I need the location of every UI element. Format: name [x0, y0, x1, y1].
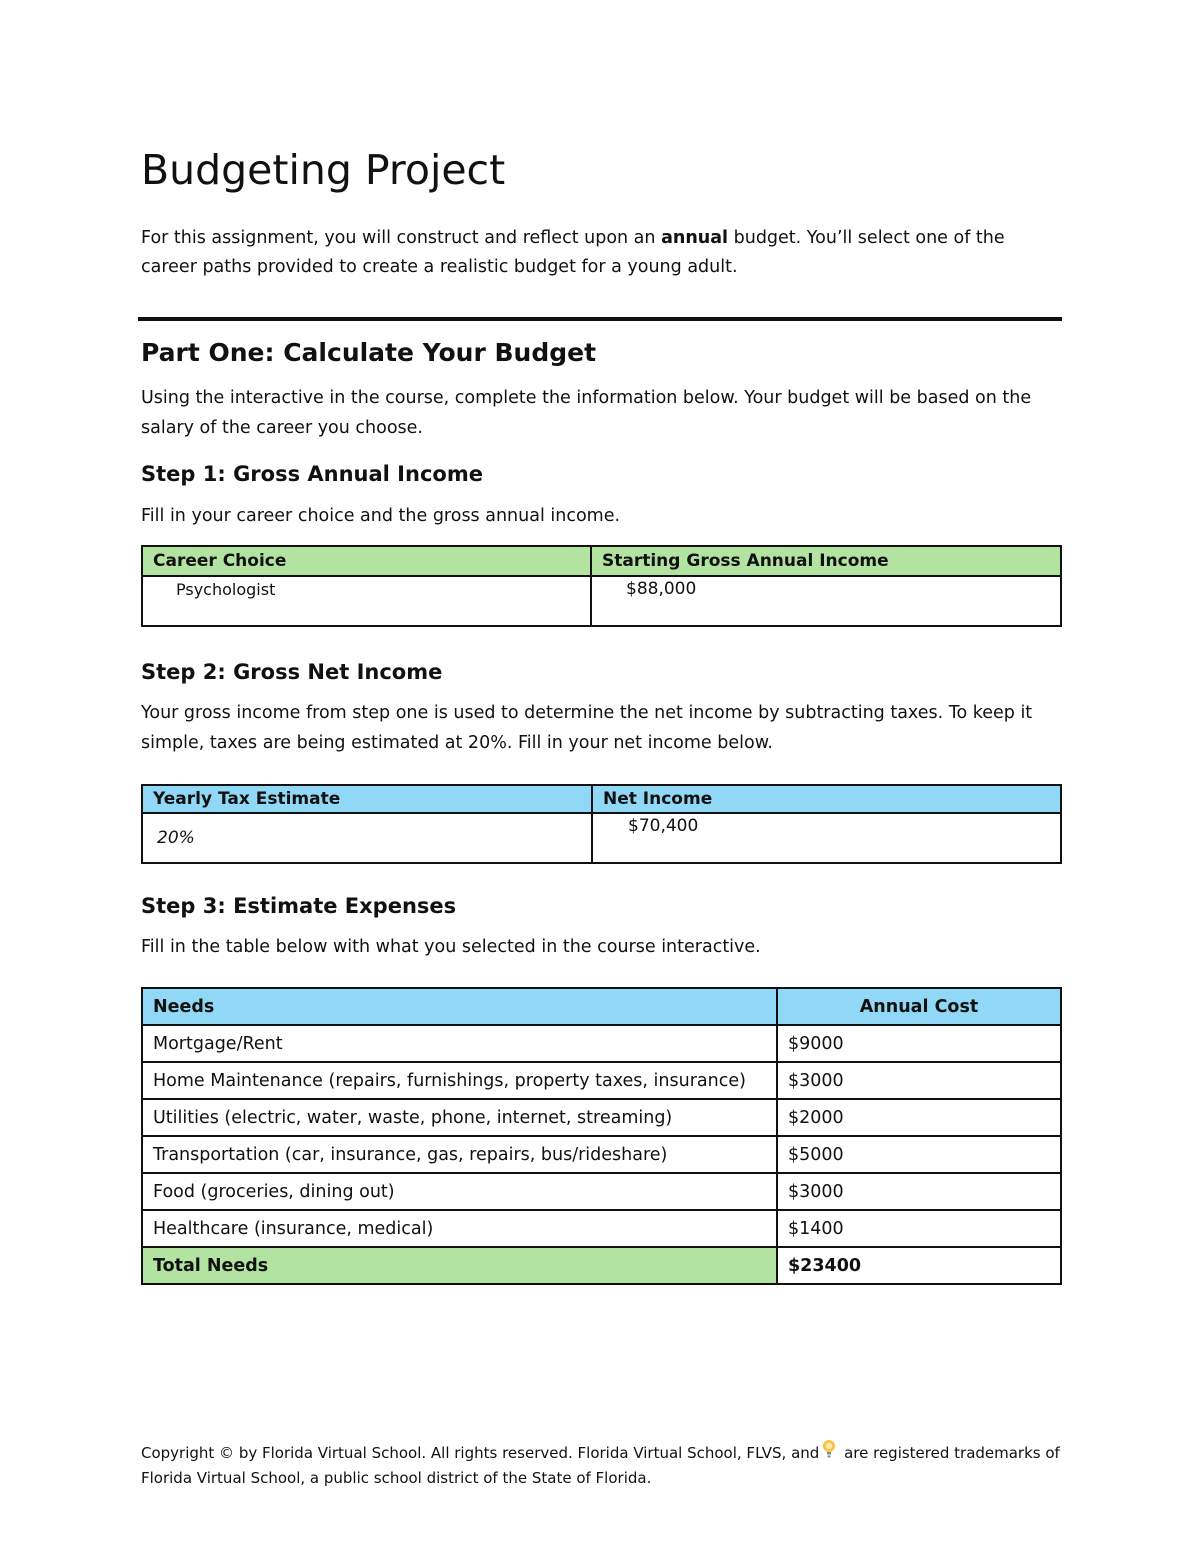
- step1-text: Fill in your career choice and the gross annual income.: [141, 506, 621, 526]
- step3-text: Fill in the table below with what you selected in the course interactive.: [141, 937, 761, 957]
- intro-paragraph: [141, 224, 1061, 281]
- total-needs-label: Total Needs: [142, 1247, 777, 1284]
- total-needs-value[interactable]: $23400: [777, 1247, 1061, 1284]
- table-row: [142, 1173, 1061, 1210]
- income-table: [141, 545, 1062, 627]
- career-choice-value[interactable]: Psychologist: [142, 576, 591, 626]
- step2-text: Your gross income from step one is used to determine the net income by subtracting taxes. To keep it simple, taxes are being estimated at 20%. Fill in your net income below.: [141, 703, 1033, 753]
- part-one-heading: Part One: Calculate Your Budget: [141, 338, 597, 367]
- net-income-table: [141, 784, 1062, 864]
- footer-text-end: are registered trademarks of Florida Virtual School, a public school district of the State of Florida.: [141, 1444, 1060, 1487]
- need-cost[interactable]: $3000: [777, 1173, 1061, 1210]
- table-row: [142, 1210, 1061, 1247]
- need-label: Transportation (car, insurance, gas, repairs, bus/rideshare): [142, 1136, 777, 1173]
- table-row: [142, 1025, 1061, 1062]
- tax-estimate-header: Yearly Tax Estimate: [142, 785, 592, 813]
- step1-heading: Step 1: Gross Annual Income: [141, 462, 483, 486]
- need-label: Healthcare (insurance, medical): [142, 1210, 777, 1247]
- intro-bold-word: annual: [661, 228, 729, 248]
- annual-cost-header: Annual Cost: [777, 988, 1061, 1025]
- net-income-value[interactable]: $70,400: [592, 813, 1061, 863]
- need-cost[interactable]: $2000: [777, 1099, 1061, 1136]
- need-cost[interactable]: $9000: [777, 1025, 1061, 1062]
- intro-text-end: budget. You’ll select one of the career paths provided to create a realistic budget for a young adult.: [141, 228, 1005, 277]
- gross-income-value[interactable]: $88,000: [591, 576, 1061, 626]
- need-label: Utilities (electric, water, waste, phone, internet, streaming): [142, 1099, 777, 1136]
- net-income-header: Net Income: [592, 785, 1061, 813]
- gross-income-header: Starting Gross Annual Income: [591, 546, 1061, 576]
- expenses-table: [141, 987, 1062, 1285]
- needs-header: Needs: [142, 988, 777, 1025]
- table-row: [142, 1099, 1061, 1136]
- table-row: [142, 1062, 1061, 1099]
- need-label: Home Maintenance (repairs, furnishings, property taxes, insurance): [142, 1062, 777, 1099]
- career-choice-header: Career Choice: [142, 546, 591, 576]
- part-one-text: Using the interactive in the course, complete the information below. Your budget will be based on the salary of the career you choose.: [141, 388, 1032, 438]
- need-cost[interactable]: $5000: [777, 1136, 1061, 1173]
- total-row: [142, 1247, 1061, 1284]
- need-label: Mortgage/Rent: [142, 1025, 777, 1062]
- step3-heading: Step 3: Estimate Expenses: [141, 894, 457, 918]
- footer-text-start: Copyright © by Florida Virtual School. All rights reserved. Florida Virtual School, FLVS, and: [141, 1444, 820, 1462]
- need-cost[interactable]: $1400: [777, 1210, 1061, 1247]
- table-row: [142, 1136, 1061, 1173]
- need-label: Food (groceries, dining out): [142, 1173, 777, 1210]
- copyright-footer: [141, 1438, 1071, 1490]
- need-cost[interactable]: $3000: [777, 1062, 1061, 1099]
- tax-estimate-value[interactable]: 20%: [142, 813, 592, 863]
- page-title: Budgeting Project: [141, 146, 506, 194]
- lightbulb-logo-icon: [819, 1438, 839, 1467]
- intro-text-start: For this assignment, you will construct and reflect upon an: [141, 228, 662, 248]
- step2-heading: Step 2: Gross Net Income: [141, 660, 443, 684]
- section-divider: [138, 317, 1062, 321]
